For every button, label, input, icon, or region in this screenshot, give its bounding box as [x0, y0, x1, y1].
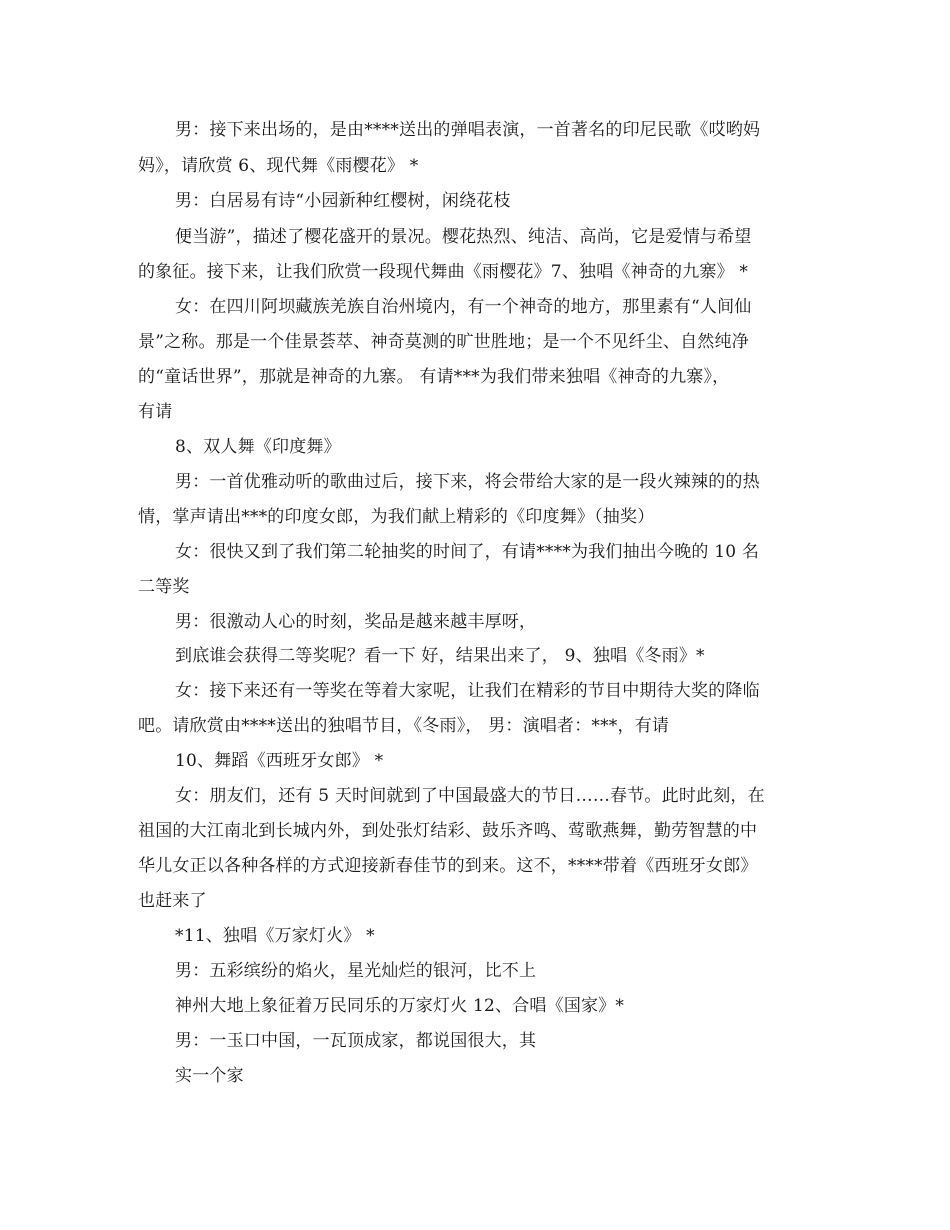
- text-line: 吧。请欣赏由****送出的独唱节目，《冬雨》， 男：演唱者：***，有请: [138, 716, 670, 736]
- text-line: 女：朋友们，还有 5 天时间就到了中国最盛大的节日……春节。此时此刻，在: [175, 786, 765, 806]
- text-line: 神州大地上象征着万民同乐的万家灯火 12、合唱《国家》*: [175, 996, 625, 1016]
- text-line: 女：接下来还有一等奖在等着大家呢，让我们在精彩的节目中期待大奖的降临: [175, 681, 760, 701]
- text-line: 男：接下来出场的，是由****送出的弹唱表演，一首著名的印尼民歌《哎哟妈: [175, 120, 761, 140]
- text-line: 妈》，请欣赏 6、现代舞《雨樱花》 *: [138, 156, 419, 176]
- text-line: 男：一玉口中国，一瓦顶成家，都说国很大，其: [175, 1031, 537, 1051]
- text-line: 8、双人舞《印度舞》: [175, 437, 341, 457]
- text-line: 情，掌声请出***的印度女郎，为我们献上精彩的《印度舞》（抽奖）: [138, 507, 655, 527]
- text-line: 有请: [138, 402, 173, 422]
- text-line: 男：五彩缤纷的焰火，星光灿烂的银河，比不上: [175, 961, 537, 981]
- text-line: 到底谁会获得二等奖呢？看一下 好，结果出来了， 9、独唱《冬雨》*: [175, 646, 705, 666]
- text-line: 男：很激动人心的时刻，奖品是越来越丰厚呀，: [175, 612, 537, 632]
- text-line: 女：在四川阿坝藏族羌族自治州境内，有一个神奇的地方，那里素有“人间仙: [175, 297, 752, 317]
- text-line: 女：很快又到了我们第二轮抽奖的时间了，有请****为我们抽出今晚的 10 名: [175, 542, 760, 562]
- text-line: 便当游”，描述了樱花盛开的景况。樱花热烈、纯洁、高尚，它是爱情与希望: [175, 227, 752, 247]
- text-line: 实一个家: [175, 1066, 244, 1086]
- text-line: 祖国的大江南北到长城内外，到处张灯结彩、鼓乐齐鸣、莺歌燕舞，勤劳智慧的中: [138, 821, 758, 841]
- text-line: 也赶来了: [138, 891, 207, 911]
- text-line: 男：一首优雅动听的歌曲过后，接下来，将会带给大家的是一段火辣辣的的热: [175, 472, 760, 492]
- text-line: 二等奖: [138, 577, 190, 597]
- text-line: *11、独唱《万家灯火》 *: [175, 926, 375, 946]
- text-line: 的象征。接下来，让我们欣赏一段现代舞曲《雨樱花》7、独唱《神奇的九寨》 *: [138, 262, 749, 282]
- text-line: 景”之称。那是一个佳景荟萃、神奇莫测的旷世胜地；是一个不见纤尘、自然纯净: [138, 332, 749, 352]
- text-line: 男：白居易有诗“小园新种红樱树，闲绕花枝: [175, 191, 511, 211]
- text-line: 华儿女正以各种各样的方式迎接新春佳节的到来。这不，****带着《西班牙女郎》: [138, 856, 758, 876]
- text-line: 10、舞蹈《西班牙女郎》 *: [175, 751, 384, 771]
- text-line: 的“童话世界”，那就是神奇的九寨。 有请***为我们带来独唱《神奇的九寨》，: [138, 367, 730, 387]
